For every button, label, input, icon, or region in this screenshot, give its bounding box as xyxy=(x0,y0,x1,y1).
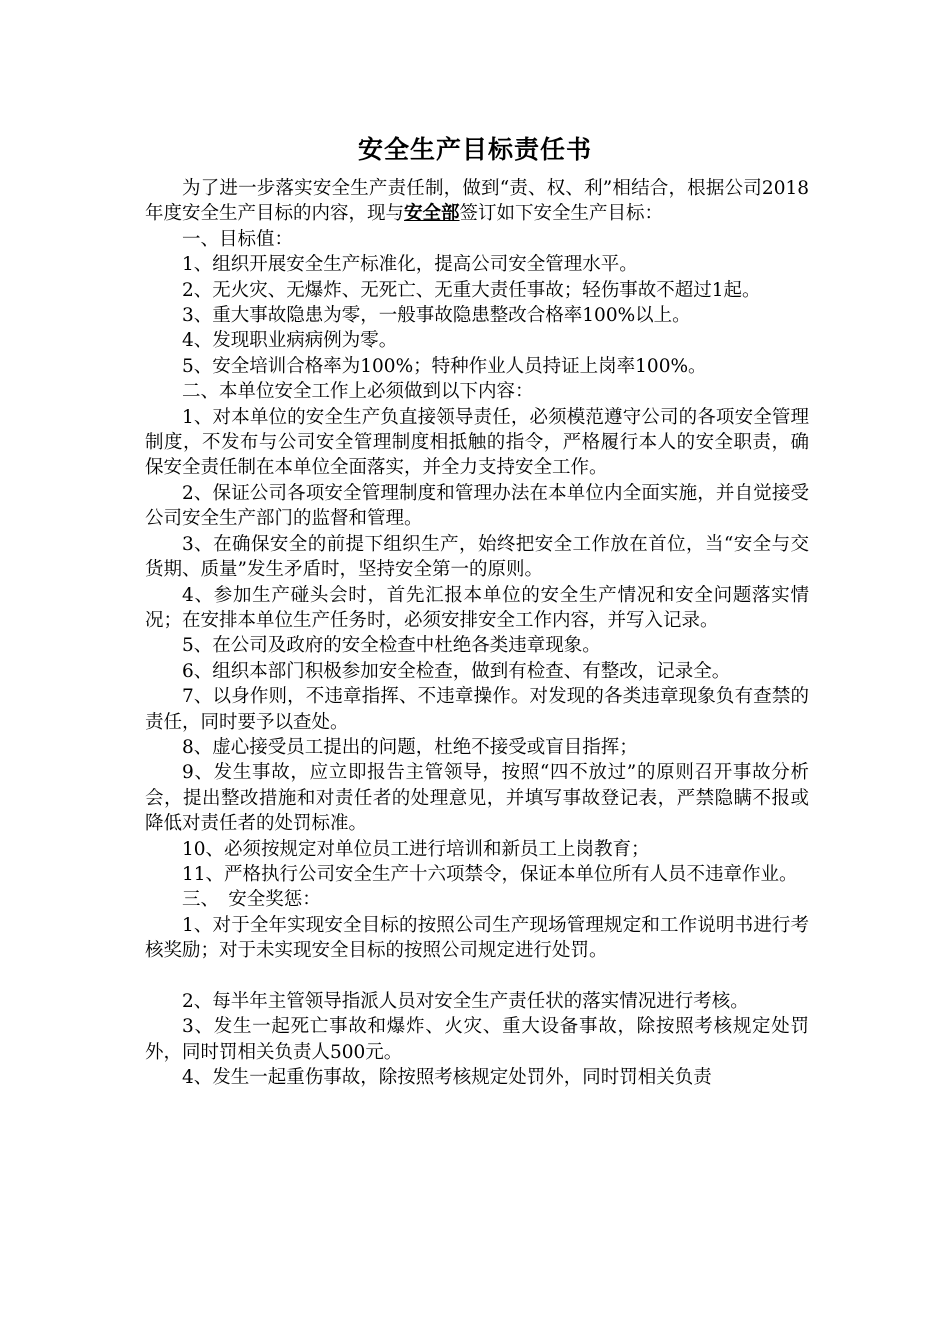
requirement-item-8: 8、虚心接受员工提出的问题，杜绝不接受或盲目指挥； xyxy=(182,736,638,758)
section-heading-requirements: 二、本单位安全工作上必须做到以下内容： xyxy=(182,381,534,403)
target-item-1: 1、组织开展安全生产标准化，提高公司安全管理水平。 xyxy=(182,254,638,276)
target-item-4: 4、发现职业病病例为零。 xyxy=(182,330,398,352)
department-name: 安全部 xyxy=(404,203,460,225)
requirement-item-3: 3、在确保安全的前提下组织生产，始终把安全工作放在首位，当“安全与交货期、质量”发生矛盾时，坚持安全第一的原则。 xyxy=(145,533,809,581)
document-body xyxy=(145,176,809,1091)
requirement-item-1: 1、对本单位的安全生产负直接领导责任，必须模范遵守公司的各项安全管理制度，不发布与公司安全管理制度相抵触的指令，严格履行本人的安全职责，确保安全责任制在本单位全面落实，并全力支持安全工作。 xyxy=(145,406,809,479)
intro-paragraph xyxy=(145,176,809,227)
requirement-item-11: 11、严格执行公司安全生产十六项禁令，保证本单位所有人员不违章作业。 xyxy=(182,863,798,885)
requirement-item-7: 7、以身作则，不违章指挥、不违章操作。对发现的各类违章现象负有查禁的责任，同时要予以查处。 xyxy=(145,686,809,733)
document-title: 安全生产目标责任书 xyxy=(357,135,592,164)
reward-item-4: 4、发生一起重伤事故，除按照考核规定处罚外，同时罚相关负责 xyxy=(182,1067,712,1089)
section-heading-rewards: 三、 安全奖惩： xyxy=(182,889,321,911)
target-item-5: 5、安全培训合格率为100%；特种作业人员持证上岗率100%。 xyxy=(182,355,707,377)
target-item-2: 2、无火灾、无爆炸、无死亡、无重大责任事故；轻伤事故不超过1起。 xyxy=(182,279,761,301)
requirement-item-2: 2、保证公司各项安全管理制度和管理办法在本单位内全面实施，并自觉接受公司安全生产部门的监督和管理。 xyxy=(145,482,809,530)
requirement-item-10: 10、必须按规定对单位员工进行培训和新员工上岗教育； xyxy=(182,838,650,860)
requirement-item-9: 9、发生事故，应立即报告主管领导，按照“四不放过”的原则召开事故分析会，提出整改措施和对责任者的处理意见，并填写事故登记表，严禁隐瞒不报或降低对责任者的处罚标准。 xyxy=(145,762,809,835)
section-heading-targets: 一、目标值： xyxy=(182,228,294,250)
reward-item-3: 3、发生一起死亡事故和爆炸、火灾、重大设备事故，除按照考核规定处罚外，同时罚相关负责人500元。 xyxy=(145,1016,809,1063)
reward-item-2: 2、每半年主管领导指派人员对安全生产责任状的落实情况进行考核。 xyxy=(182,990,749,1012)
intro-text-before: 为了进一步落实安全生产责任制，做到“责、权、利”相结合，根据公司2018年度安全生产目标的内容，现与 xyxy=(145,178,809,225)
requirement-item-5: 5、在公司及政府的安全检查中杜绝各类违章现象。 xyxy=(182,635,601,657)
intro-text-after: 签订如下安全生产目标： xyxy=(459,203,664,225)
reward-item-1: 1、对于全年实现安全目标的按照公司生产现场管理规定和工作说明书进行考核奖励；对于未实现安全目标的按照公司规定进行处罚。 xyxy=(145,914,809,962)
requirement-item-4: 4、参加生产碰头会时，首先汇报本单位的安全生产情况和安全问题落实情况；在安排本单位生产任务时，必须安排安全工作内容，并写入记录。 xyxy=(145,584,809,631)
requirement-item-6: 6、组织本部门积极参加安全检查，做到有检查、有整改，记录全。 xyxy=(182,660,731,682)
target-item-3: 3、重大事故隐患为零，一般事故隐患整改合格率100%以上。 xyxy=(182,305,691,327)
